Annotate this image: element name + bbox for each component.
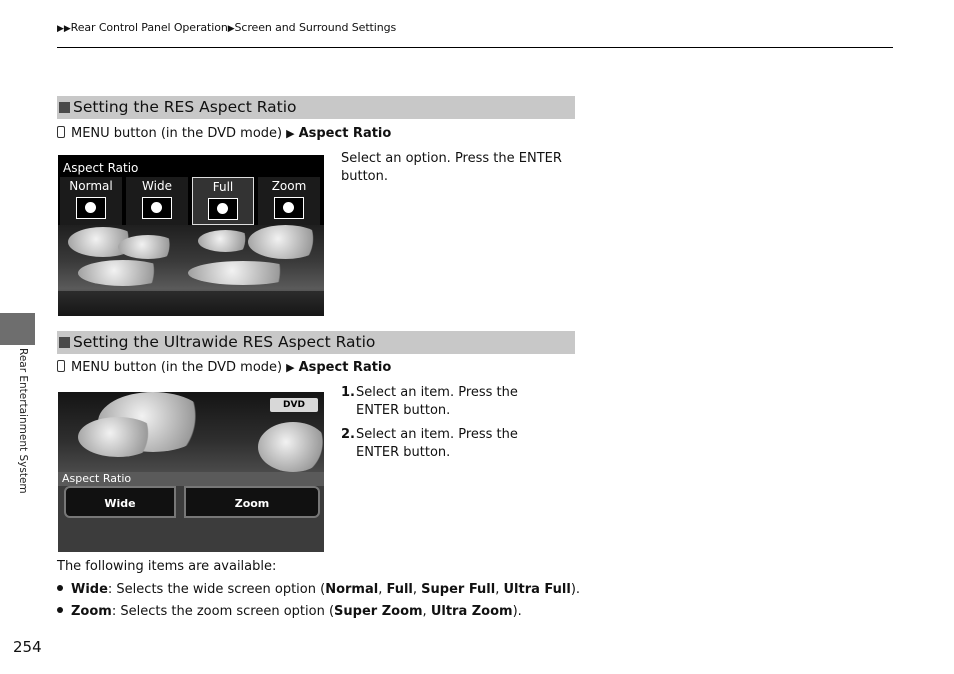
page-number: 254 bbox=[13, 638, 42, 656]
aspect-ratio-screen bbox=[58, 155, 324, 316]
breadcrumb bbox=[57, 21, 396, 34]
double-arrow-icon: ▶▶ bbox=[57, 24, 71, 34]
option-wide[interactable]: Wide bbox=[126, 177, 188, 225]
zoom-button[interactable]: Zoom bbox=[184, 486, 320, 518]
header-divider bbox=[57, 47, 893, 48]
remote-icon bbox=[57, 360, 65, 372]
chapter-label: Rear Entertainment System bbox=[17, 348, 29, 494]
option-normal[interactable]: Normal bbox=[60, 177, 122, 225]
screen-title: Aspect Ratio bbox=[63, 161, 139, 175]
wide-button[interactable]: Wide bbox=[64, 486, 176, 518]
step-item: 2. Select an item. Press the ENTER button. bbox=[341, 427, 518, 460]
arrow-icon: ▶ bbox=[286, 127, 295, 140]
square-bullet-icon bbox=[59, 102, 70, 113]
arrow-icon: ▶ bbox=[227, 24, 235, 34]
option-zoom[interactable]: Zoom bbox=[258, 177, 320, 225]
remote-icon bbox=[57, 126, 65, 138]
aspect-thumb-icon bbox=[76, 197, 106, 219]
breadcrumb-item[interactable]: Rear Control Panel Operation bbox=[70, 21, 228, 34]
intro-text: The following items are available: bbox=[57, 559, 277, 574]
bullet-icon bbox=[57, 607, 63, 613]
menu-path: MENU button (in the DVD mode) ▶ Aspect Ratio bbox=[57, 360, 391, 375]
dvd-badge: DVD bbox=[270, 398, 318, 412]
option-full[interactable]: Full bbox=[192, 177, 254, 225]
instruction-text: Select an option. Press the ENTER button. bbox=[341, 151, 562, 184]
chapter-tab bbox=[0, 313, 35, 345]
step-item: 1. Select an item. Press the ENTER button. bbox=[341, 385, 518, 418]
menu-path: MENU button (in the DVD mode) ▶ Aspect Ratio bbox=[57, 126, 391, 141]
bullet-icon bbox=[57, 585, 63, 591]
section-heading: Setting the RES Aspect Ratio bbox=[57, 96, 575, 119]
list-item: Wide: Selects the wide screen option (Normal, Full, Super Full, Ultra Full). bbox=[57, 582, 580, 597]
aspect-thumb-icon bbox=[274, 197, 304, 219]
ground bbox=[58, 291, 324, 316]
arrow-icon: ▶ bbox=[286, 361, 295, 374]
list-item: Zoom: Selects the zoom screen option (Super Zoom, Ultra Zoom). bbox=[57, 604, 522, 619]
aspect-ratio-bar: Aspect Ratio bbox=[58, 472, 324, 486]
breadcrumb-item[interactable]: Screen and Surround Settings bbox=[234, 21, 397, 34]
square-bullet-icon bbox=[59, 337, 70, 348]
aspect-thumb-icon bbox=[142, 197, 172, 219]
ultrawide-aspect-screen bbox=[58, 392, 324, 552]
aspect-thumb-icon bbox=[208, 198, 238, 220]
section-heading: Setting the Ultrawide RES Aspect Ratio bbox=[57, 331, 575, 354]
